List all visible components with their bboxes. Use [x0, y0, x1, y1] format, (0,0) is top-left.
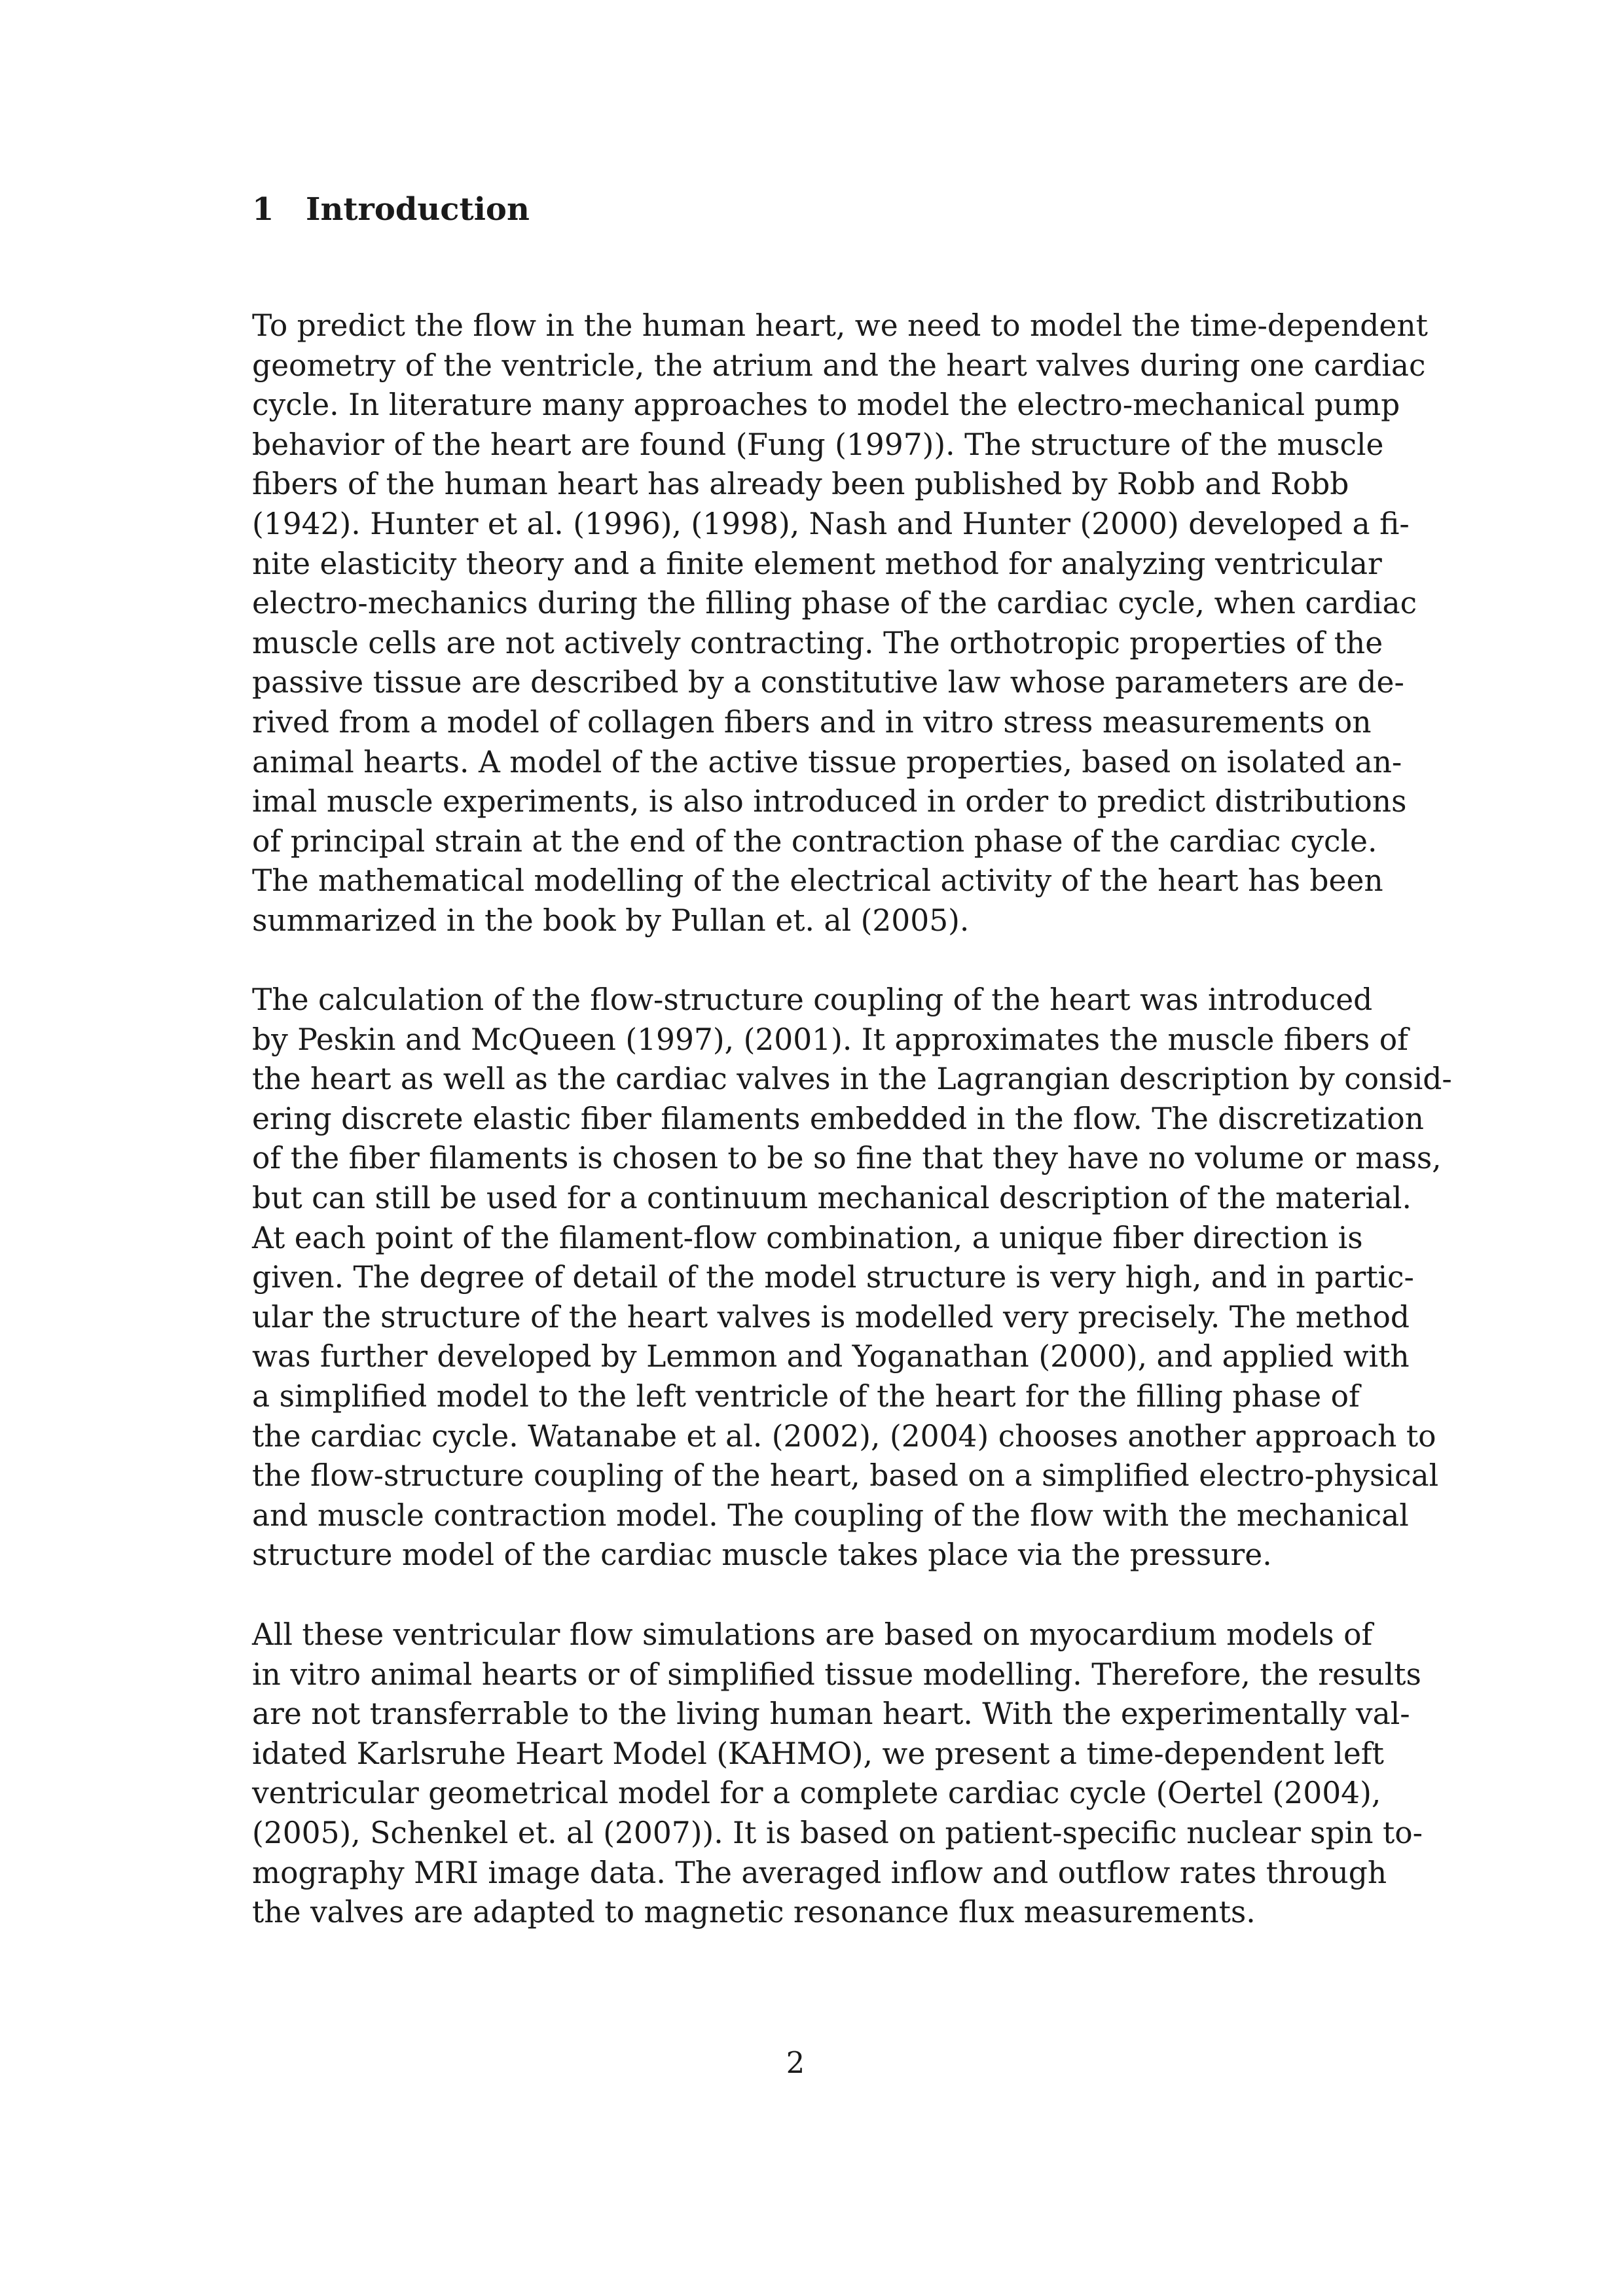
paragraph-3: [252, 1615, 1423, 1933]
text-line: rived from a model of collagen fibers and in vitro stress measurements on: [252, 704, 1372, 740]
text-line: behavior of the heart are found (Fung (1997)). The structure of the muscle: [252, 427, 1384, 462]
text-line: the valves are adapted to magnetic resonance flux measurements.: [252, 1895, 1256, 1930]
text-line: cycle. In literature many approaches to model the electro-mechanical pump: [252, 387, 1400, 423]
text-line: muscle cells are not actively contracting. The orthotropic properties of the: [252, 625, 1383, 660]
text-line: the heart as well as the cardiac valves in the Lagrangian description by consid-: [252, 1062, 1452, 1097]
text-line: The mathematical modelling of the electrical activity of the heart has been: [252, 863, 1383, 899]
text-line: mography MRI image data. The averaged inflow and outflow rates through: [252, 1855, 1387, 1890]
text-line: the flow-structure coupling of the heart, based on a simplified electro-physical: [252, 1458, 1439, 1494]
page-number: 2: [786, 2045, 805, 2080]
text-line: (2005), Schenkel et. al (2007)). It is based on patient-specific nuclear spin to-: [252, 1815, 1423, 1850]
text-line: are not transferrable to the living human heart. With the experimentally val-: [252, 1696, 1410, 1732]
text-line: of the fiber filaments is chosen to be so fine that they have no volume or mass,: [252, 1141, 1442, 1176]
text-line: a simplified model to the left ventricle of the heart for the filling phase of: [252, 1378, 1360, 1414]
text-line: ular the structure of the heart valves is modelled very precisely. The method: [252, 1299, 1410, 1335]
section-heading: [252, 190, 530, 229]
text-line: given. The degree of detail of the model structure is very high, and in partic-: [252, 1260, 1414, 1295]
paragraph-1: [252, 306, 1428, 941]
paragraph-2: [252, 980, 1452, 1575]
text-line: The calculation of the flow-structure coupling of the heart was introduced: [252, 982, 1373, 1017]
text-line: was further developed by Lemmon and Yoganathan (2000), and applied with: [252, 1339, 1410, 1374]
text-line: At each point of the filament-flow combination, a unique fiber direction is: [252, 1220, 1363, 1255]
section-number: 1: [252, 191, 274, 228]
text-line: All these ventricular flow simulations are based on myocardium models of: [252, 1617, 1373, 1652]
text-line: by Peskin and McQueen (1997), (2001). It approximates the muscle fibers of: [252, 1022, 1408, 1057]
text-line: ventricular geometrical model for a complete cardiac cycle (Oertel (2004),: [252, 1776, 1381, 1811]
text-line: fibers of the human heart has already been published by Robb and Robb: [252, 467, 1349, 502]
text-line: idated Karlsruhe Heart Model (KAHMO), we present a time-dependent left: [252, 1736, 1384, 1771]
text-line: but can still be used for a continuum mechanical description of the material.: [252, 1180, 1412, 1215]
text-line: nite elasticity theory and a finite element method for analyzing ventricular: [252, 546, 1382, 581]
text-line: summarized in the book by Pullan et. al (2005).: [252, 903, 970, 938]
text-line: (1942). Hunter et al. (1996), (1998), Nash and Hunter (2000) developed a fi-: [252, 506, 1410, 541]
document-page: [252, 0, 1452, 2296]
text-line: and muscle contraction model. The coupling of the flow with the mechanical: [252, 1498, 1409, 1533]
text-line: of principal strain at the end of the contraction phase of the cardiac cycle.: [252, 823, 1377, 859]
text-line: imal muscle experiments, is also introduced in order to predict distributions: [252, 784, 1407, 819]
text-line: the cardiac cycle. Watanabe et al. (2002), (2004) chooses another approach to: [252, 1418, 1436, 1454]
text-line: passive tissue are described by a constitutive law whose parameters are de-: [252, 665, 1404, 700]
text-line: ering discrete elastic fiber filaments embedded in the flow. The discretization: [252, 1101, 1424, 1136]
text-line: To predict the flow in the human heart, we need to model the time-dependent: [252, 308, 1428, 343]
text-line: electro-mechanics during the filling phase of the cardiac cycle, when cardiac: [252, 586, 1417, 621]
text-line: in vitro animal hearts or of simplified tissue modelling. Therefore, the results: [252, 1657, 1421, 1692]
text-line: geometry of the ventricle, the atrium and the heart valves during one cardiac: [252, 348, 1426, 383]
text-line: animal hearts. A model of the active tissue properties, based on isolated an-: [252, 744, 1402, 780]
text-line: structure model of the cardiac muscle takes place via the pressure.: [252, 1537, 1272, 1573]
section-title: Introduction: [306, 191, 530, 228]
